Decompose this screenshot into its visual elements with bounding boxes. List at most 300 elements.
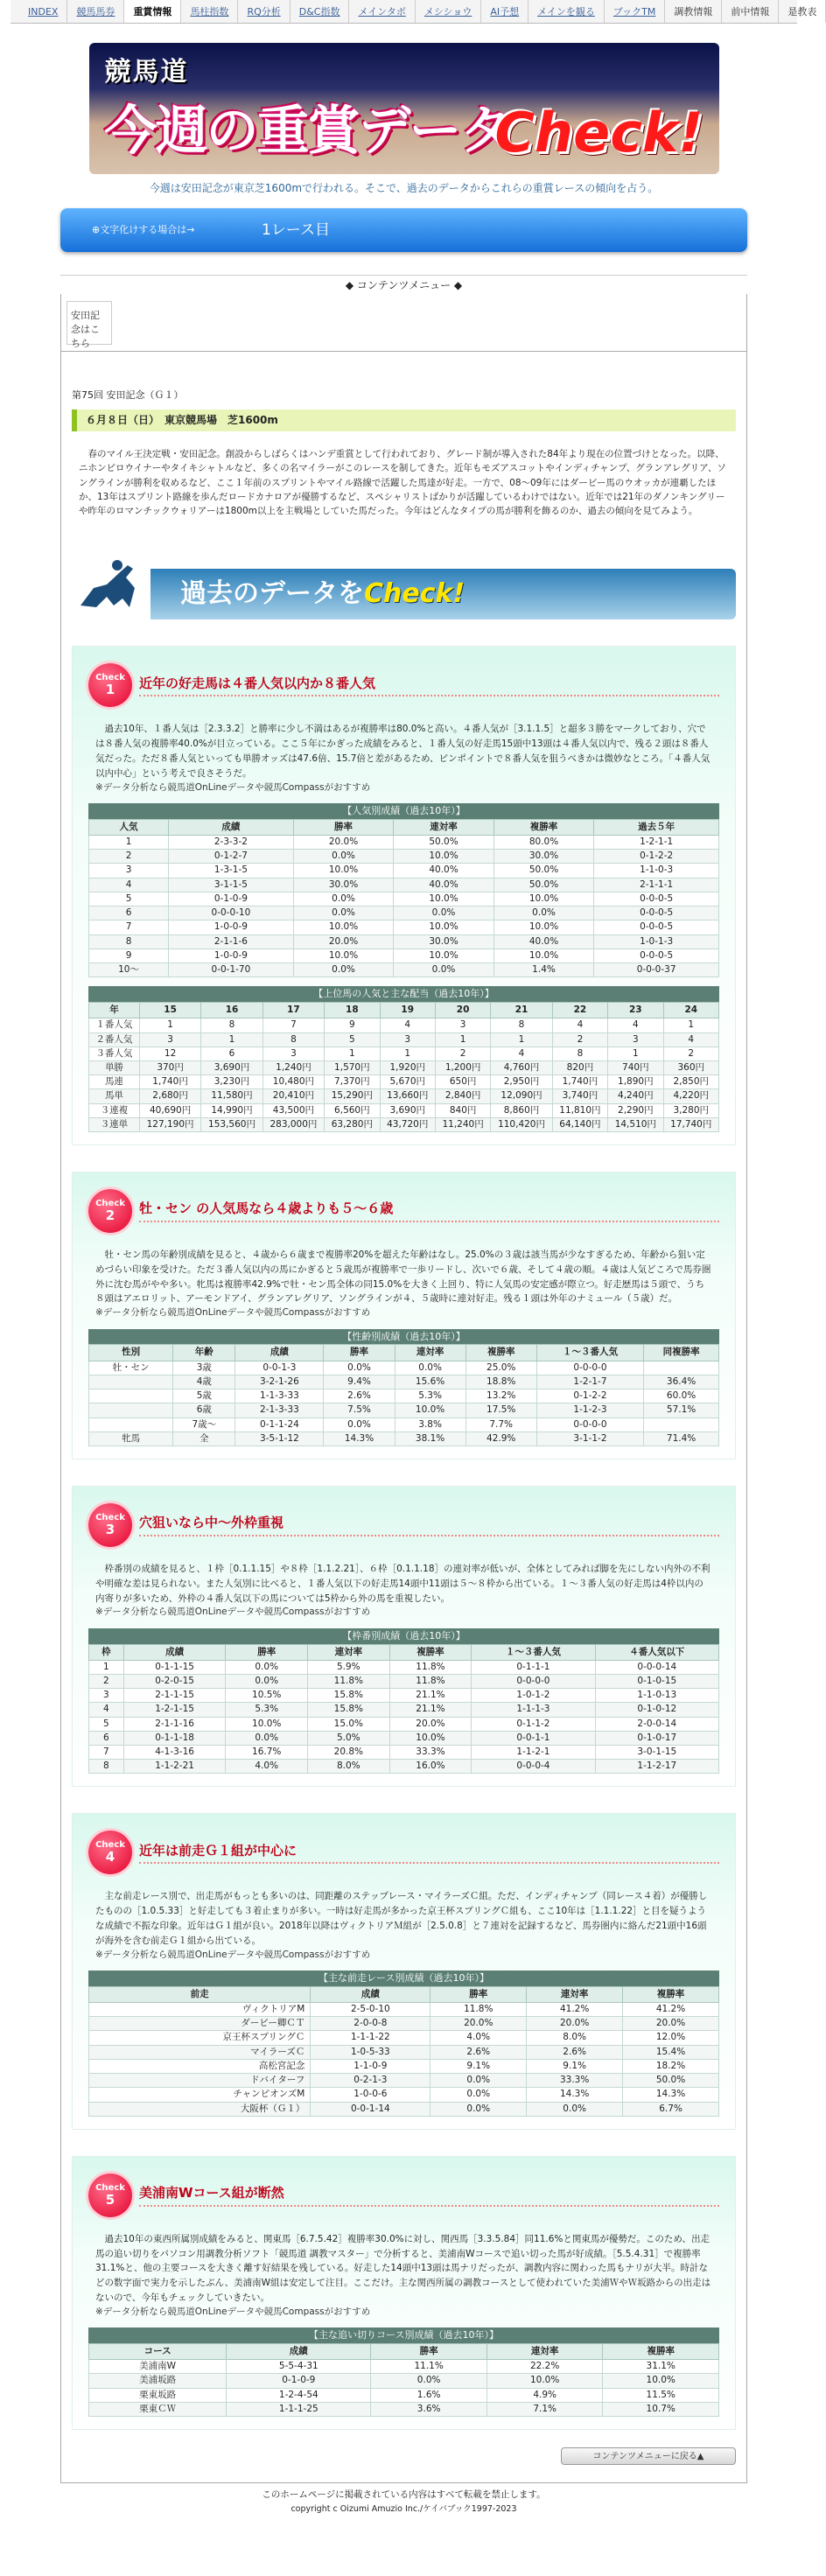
table-cell: 5歳 [173, 1390, 235, 1404]
nav-link[interactable]: メシショウ [416, 0, 482, 23]
table-cell: 3 [380, 1032, 435, 1046]
data-table [88, 1329, 719, 1446]
nav-link[interactable]: 重賞情報 [124, 0, 181, 23]
table-header: 枠 [89, 1644, 124, 1660]
data-note-link[interactable]: ※データ分析なら競馬道OnLineデータや競馬Compassがおすすめ [95, 1307, 371, 1319]
table-cell: 10.0% [494, 948, 594, 962]
nav-link[interactable]: 競馬馬券 [67, 0, 124, 23]
section-header [88, 1499, 719, 1551]
table-row [89, 1674, 719, 1688]
table-cell: 10.0% [293, 920, 394, 934]
badge-number: 3 [105, 1521, 116, 1537]
nav-link[interactable]: D&C指数 [290, 0, 350, 23]
table-cell: 10.0% [494, 892, 594, 906]
section-title: 近年は前走Ｇ１組が中心に [139, 1842, 719, 1865]
table-cell: 4-1-3-16 [123, 1746, 226, 1760]
table-row [89, 1361, 719, 1375]
table-cell: 2-1-1-1 [594, 878, 719, 892]
table-cell: 41.2% [623, 2003, 719, 2017]
table-cell: 6 [89, 1731, 124, 1745]
race-name: 第75回 安田記念（Ｇ１） [72, 388, 184, 401]
table-cell: 1-1-2-1 [472, 1746, 595, 1760]
table-cell: 4 [380, 1018, 435, 1032]
table-cell: 1,740円 [139, 1075, 200, 1089]
table-row [89, 1375, 719, 1389]
table-cell: 31.1% [603, 2360, 719, 2374]
race-tab[interactable] [60, 208, 747, 252]
table-row [89, 906, 719, 920]
table-cell: 15.4% [623, 2045, 719, 2059]
table-cell: 11.8% [430, 2003, 527, 2017]
badge-number: 1 [105, 682, 116, 698]
encoding-hint[interactable]: ⊕文字化けする場合は→ [92, 224, 195, 236]
table-cell: 8 [201, 1018, 262, 1032]
table-cell: 2-3-3-2 [169, 836, 294, 850]
back-to-menu-button[interactable]: コンテンツメニューに戻る▲ [561, 2447, 736, 2465]
table-header: 成績 [227, 2343, 371, 2359]
table-row [89, 1689, 719, 1703]
table-header: 前走 [89, 1986, 311, 2002]
table-cell: 18.2% [623, 2059, 719, 2073]
table-cell [89, 1418, 173, 1432]
table-header: 勝率 [226, 1644, 308, 1660]
table-cell: 0-0-1-70 [169, 962, 294, 976]
table-cell: 9 [325, 1018, 380, 1032]
table-cell: 3 [435, 1018, 490, 1032]
table-row [89, 878, 719, 892]
table-cell: 9.1% [527, 2059, 623, 2073]
table-cell: 1,920円 [380, 1061, 435, 1075]
table-cell: 11.8% [308, 1674, 390, 1688]
nav-link[interactable]: 是教表 [779, 0, 826, 23]
table-caption: 【枠番別成績（過去10年）】 [88, 1628, 719, 1644]
table-row [89, 2074, 719, 2088]
table-row [89, 1760, 719, 1774]
table-cell: 0-0-0-0 [472, 1674, 595, 1688]
table-row [89, 864, 719, 878]
table-cell: 1 [435, 1032, 490, 1046]
table-cell: 43,720円 [380, 1117, 435, 1131]
table-cell: 栗東坂路 [89, 2388, 227, 2402]
table-caption: 【人気別成績（過去10年）】 [88, 803, 719, 819]
data-note-link[interactable]: ※データ分析なら競馬道OnLineデータや競馬Compassがおすすめ [95, 2306, 371, 2317]
table-cell: 0.0% [226, 1674, 308, 1688]
check-badge-icon [88, 1830, 132, 1874]
banner-check: Check! [494, 101, 704, 164]
main-content [60, 352, 747, 2483]
table-cell: 1-2-1-1 [594, 836, 719, 850]
table-header: 勝率 [293, 819, 394, 835]
table-row [89, 948, 719, 962]
contents-menu [60, 294, 747, 352]
table-cell: 2.6% [527, 2045, 623, 2059]
table-cell: マイラーズＣ [89, 2045, 311, 2059]
table-cell: 0.0% [371, 2374, 487, 2388]
badge-number: 4 [105, 1849, 116, 1866]
table-cell: 1-1-3-33 [235, 1390, 324, 1404]
table-cell: 0-2-0-15 [123, 1674, 226, 1688]
table-cell: 4 [608, 1018, 663, 1032]
table-cell: 20.0% [293, 836, 394, 850]
nav-link[interactable]: メインを観る [528, 0, 605, 23]
table-cell: 2 [552, 1032, 607, 1046]
table-cell: 13.2% [466, 1390, 536, 1404]
table-cell: 4 [491, 1046, 552, 1060]
table-cell: 4,760円 [491, 1061, 552, 1075]
table-cell: 1.6% [371, 2388, 487, 2402]
table-cell: 840円 [435, 1103, 490, 1117]
table-cell: 8 [491, 1018, 552, 1032]
nav-link[interactable]: INDEX [19, 0, 67, 23]
table-cell: 美浦南W [89, 2360, 227, 2374]
section-text: 枠番別の成績を見ると、１枠［0.1.1.15］や８枠［1.1.2.21］、６枠［0.1.1.18］の連対率が低いが、全体としてみれば脚を先にしない内外の不利や明確な差は見られない。また人気別に比べると、１番人気以下の好走馬14頭中11頭は５〜８枠から出ている。１〜３番人気の好走馬は4枠以内の内寄りが多いため、外枠の４番人気以下の馬については5枠から外の馬を重視したい。 [95, 1563, 710, 1604]
table-cell: 2.6% [430, 2045, 527, 2059]
table-cell: 8.0% [308, 1760, 390, 1774]
table-cell: 1 [89, 836, 169, 850]
table-cell: 40.0% [394, 864, 494, 878]
table-cell: 2,840円 [435, 1089, 490, 1103]
table-cell: 0-0-1-3 [235, 1361, 324, 1375]
check-section [72, 1813, 736, 2129]
table-cell: 1-1-2-21 [123, 1760, 226, 1774]
data-table [88, 1970, 719, 2117]
footer-notice: このホームページに掲載されている内容はすべて転載を禁止します。 [262, 2489, 546, 2501]
table-cell: 0-0-1-1 [472, 1731, 595, 1745]
table-cell: 71.4% [644, 1432, 719, 1446]
table-cell: 20.0% [293, 934, 394, 948]
table-cell: 0-0-1-14 [311, 2102, 430, 2116]
table-cell: 1,200円 [435, 1061, 490, 1075]
table-cell: 2-1-1-6 [169, 934, 294, 948]
table-cell: 3,690円 [380, 1103, 435, 1117]
table-cell: 6,560円 [325, 1103, 380, 1117]
section-header [88, 2169, 719, 2222]
table-cell: 10.0% [394, 850, 494, 864]
table-cell: 2-0-0-8 [311, 2017, 430, 2031]
table-cell: 13,660円 [380, 1089, 435, 1103]
nav-link[interactable]: 調教情報 [665, 0, 722, 23]
table-cell: 1-0-0-6 [311, 2088, 430, 2102]
table-cell: 15.8% [308, 1689, 390, 1703]
section-title: 牡・セン の人気馬なら４歳よりも５〜６歳 [139, 1200, 719, 1222]
table-cell: 0.0% [293, 962, 394, 976]
data-note-link[interactable]: ※データ分析なら競馬道OnLineデータや競馬Compassがおすすめ [95, 1949, 371, 1960]
data-table [88, 2328, 719, 2417]
table-cell: 1-0-0-9 [169, 920, 294, 934]
table-cell: 5,670円 [380, 1075, 435, 1089]
data-note-link[interactable]: ※データ分析なら競馬道OnLineデータや競馬Compassがおすすめ [95, 781, 371, 793]
table-cell: 40.0% [494, 934, 594, 948]
table-cell: 41.2% [527, 2003, 623, 2017]
table-cell: 2,950円 [491, 1075, 552, 1089]
badge-number: 5 [105, 2191, 116, 2208]
table-cell: 1 [139, 1018, 200, 1032]
table-row [89, 1046, 719, 1060]
table-cell: ドバイターフ [89, 2074, 311, 2088]
table-cell: 127,190円 [139, 1117, 200, 1131]
nav-link[interactable]: AI予想 [481, 0, 528, 23]
table-cell: 1-1-0-9 [311, 2059, 430, 2073]
table-cell: 4,220円 [663, 1089, 718, 1103]
table-cell: 2-0-0-14 [595, 1717, 718, 1731]
table-cell: 14.3% [623, 2088, 719, 2102]
table-cell: 0-0-0-10 [169, 906, 294, 920]
check-badge-icon [88, 2174, 132, 2217]
table-header: 20 [435, 1003, 490, 1018]
past-data-header [72, 553, 736, 620]
table-row [89, 892, 719, 906]
table-cell: 0-1-2-2 [594, 850, 719, 864]
table-cell: 14.3% [527, 2088, 623, 2102]
table-cell: 15.8% [308, 1703, 390, 1717]
table-cell: 1-2-4-54 [227, 2388, 371, 2402]
table-cell: 5 [89, 1717, 124, 1731]
badge-label: Check [95, 673, 125, 683]
table-cell: 10,480円 [262, 1075, 324, 1089]
badge-label: Check [95, 1840, 125, 1851]
table-row [89, 1703, 719, 1717]
table-cell: 360円 [663, 1061, 718, 1075]
table-cell: 40.0% [394, 878, 494, 892]
table-cell: 4.0% [430, 2031, 527, 2045]
table-cell: 3 [608, 1032, 663, 1046]
table-cell: １番人気 [89, 1018, 140, 1032]
table-header: 16 [201, 1003, 262, 1018]
table-row [89, 1731, 719, 1745]
table-cell: 2 [89, 850, 169, 864]
table-cell: ３番人気 [89, 1046, 140, 1060]
table-cell: 4 [89, 1703, 124, 1717]
table-header: 性別 [89, 1345, 173, 1361]
table-row [89, 934, 719, 948]
table-cell: 16.0% [389, 1760, 472, 1774]
table-cell: 2,680円 [139, 1089, 200, 1103]
table-cell: 14,510円 [608, 1117, 663, 1131]
table-header: 複勝率 [494, 819, 594, 835]
table-cell: 1-3-1-5 [169, 864, 294, 878]
table-cell: 650円 [435, 1075, 490, 1089]
table-cell: 0-1-1-15 [123, 1660, 226, 1674]
table-header: 18 [325, 1003, 380, 1018]
jockey-horse-icon [72, 553, 150, 620]
table-cell: 0.0% [394, 962, 494, 976]
table-header: 22 [552, 1003, 607, 1018]
table-row [89, 1404, 719, 1418]
table-cell: 8 [552, 1046, 607, 1060]
table-cell: 2,850円 [663, 1075, 718, 1089]
table-cell: 11.8% [389, 1660, 472, 1674]
table-row [89, 1390, 719, 1404]
check-badge-icon [88, 1503, 132, 1547]
table-cell: 10.0% [293, 948, 394, 962]
table-cell: 10.7% [603, 2402, 719, 2416]
table-cell [89, 1375, 173, 1389]
table-cell: 0-0-0-0 [536, 1361, 643, 1375]
table-header: 複勝率 [466, 1345, 536, 1361]
table-cell: 0-0-0-5 [594, 906, 719, 920]
table-cell: 0.0% [324, 1361, 395, 1375]
section-text: 過去10年の東西所属別成績をみると、関東馬［6.7.5.42］複勝率30.0%に対し、関西馬［3.3.5.84］同11.6%と関東馬が優勢だ。このため、出走馬の追い切りをパソコン用調教分析ソフト「競馬道 調教マスター」で分析すると、美浦南Wコースで追い切った馬が好成績。［5.5.4.31］で複勝率31.1%と、他の主要コースを大きく離す好結果を残している。好走した14頭中13頭は馬ナリだったが、調教内容に関わった馬もナリが大半。時計などの数字面で実力を示したぶん、美浦南W組は安定して注目。ここだけ。主な関西所属の調教コースとして使われていた美浦ＷやＷ坂路からの出走はないので、今年もチェックしていきたい。 [95, 2233, 711, 2303]
table-cell: 1,890円 [608, 1075, 663, 1089]
table-cell: 馬単 [89, 1089, 140, 1103]
table-cell: 10.0% [394, 892, 494, 906]
table-cell: 12,090円 [491, 1089, 552, 1103]
table-cell: 7.5% [324, 1404, 395, 1418]
table-header: 21 [491, 1003, 552, 1018]
table-cell: 9 [89, 948, 169, 962]
table-cell: 1 [491, 1032, 552, 1046]
table-cell: 33.3% [389, 1746, 472, 1760]
table-cell: 370円 [139, 1061, 200, 1075]
table-cell: 36.4% [644, 1375, 719, 1389]
table-row [89, 1061, 719, 1075]
table-cell: 8,860円 [491, 1103, 552, 1117]
table-cell: 10.5% [226, 1689, 308, 1703]
table-row [89, 1660, 719, 1674]
table-cell: 1.4% [494, 962, 594, 976]
table-cell: 50.0% [494, 864, 594, 878]
table-cell: 11,240円 [435, 1117, 490, 1131]
table-cell: 0.0% [226, 1660, 308, 1674]
table-cell: 7,370円 [325, 1075, 380, 1089]
table-cell: 2 [663, 1046, 718, 1060]
table-cell: 4,240円 [608, 1089, 663, 1103]
nav-link[interactable]: 馬柱指数 [181, 0, 238, 23]
table-header: 過去５年 [594, 819, 719, 835]
table-cell: 30.0% [494, 850, 594, 864]
menu-item-yasuda[interactable]: 安田記念はこちら [66, 301, 112, 345]
table-cell: ３連単 [89, 1117, 140, 1131]
table-cell: 0.0% [394, 906, 494, 920]
table-row [89, 1018, 719, 1032]
table-cell: 0.0% [494, 906, 594, 920]
table-cell: 1,570円 [325, 1061, 380, 1075]
table-cell: 0.0% [293, 850, 394, 864]
table-cell: 0.0% [527, 2102, 623, 2116]
table-cell: 20.0% [389, 1717, 472, 1731]
table-cell: 1-0-1-2 [472, 1689, 595, 1703]
section-title: 美浦南Wコース組が断然 [139, 2184, 719, 2207]
table-cell: 110,420円 [491, 1117, 552, 1131]
table-cell: 0-1-1-2 [472, 1717, 595, 1731]
table-cell: 栗東ＣＷ [89, 2402, 227, 2416]
table-cell: 20.0% [430, 2017, 527, 2031]
table-cell: 7 [262, 1018, 324, 1032]
table-row [89, 2031, 719, 2045]
table-row [89, 2059, 719, 2073]
table-cell: 単勝 [89, 1061, 140, 1075]
table-cell: 1 [608, 1046, 663, 1060]
badge-label: Check [95, 1512, 125, 1522]
table-row [89, 1117, 719, 1131]
data-note-link[interactable]: ※データ分析なら競馬道OnLineデータや競馬Compassがおすすめ [95, 1606, 371, 1618]
table-cell: 1-2-1-15 [123, 1703, 226, 1717]
table-cell: 820円 [552, 1061, 607, 1075]
table-cell: 3.6% [371, 2402, 487, 2416]
table-header: 連対率 [308, 1644, 390, 1660]
table-cell: 0-0-0-5 [594, 892, 719, 906]
section-text: 過去10年、１番人気は［2.3.3.2］と勝率に少し不満はあるが複勝率は80.0%と高い。４番人気が［3.1.1.5］と超多３勝をマークしており、穴では８番人気の複勝率40.0%が目立っている。ここ５年にかぎった成績をみると、１番人気の好走馬15頭中13頭は４番人気以内で、残る２頭は８番人気だった。ただ８番人気といっても単勝オッズは47.6倍、15.7倍と差があるため、ピンポイントで８番人気を狙うべきかは微妙なところ。「４番人気以内中心」という考えで良さそうだ。 [95, 724, 710, 779]
table-cell: 10.0% [389, 1731, 472, 1745]
table-cell: 60.0% [644, 1390, 719, 1404]
table-cell: 10〜 [89, 962, 169, 976]
table-cell [89, 1404, 173, 1418]
table-cell: 10.0% [395, 1404, 466, 1418]
nav-link[interactable]: メインタボ [349, 0, 415, 23]
nav-link[interactable]: RQ分析 [238, 0, 290, 23]
table-cell: 15.0% [308, 1717, 390, 1731]
table-cell: 0.0% [293, 906, 394, 920]
table-cell: 1-1-2-17 [595, 1760, 718, 1774]
table-cell: 4 [663, 1032, 718, 1046]
table-cell: 11.1% [371, 2360, 487, 2374]
section-header [88, 1826, 719, 1879]
table-row [89, 2360, 719, 2374]
table-cell: 2 [435, 1046, 490, 1060]
table-cell: 0-2-1-3 [311, 2074, 430, 2088]
table-cell [644, 1361, 719, 1375]
table-cell: 0-0-0-5 [594, 948, 719, 962]
table-cell: 0-0-0-5 [594, 920, 719, 934]
table-header: 成績 [235, 1345, 324, 1361]
table-cell: 3-0-1-15 [595, 1746, 718, 1760]
table-cell: 15.6% [395, 1375, 466, 1389]
table-header: 連対率 [395, 1345, 466, 1361]
table-cell: 0-1-0-17 [595, 1731, 718, 1745]
table-cell: 全 [173, 1432, 235, 1446]
table-cell: 80.0% [494, 836, 594, 850]
nav-link[interactable]: ブックTM [605, 0, 665, 23]
table-cell: 0-1-2-7 [169, 850, 294, 864]
table-cell: 1-0-0-9 [169, 948, 294, 962]
table-cell: 3 [89, 1689, 124, 1703]
table-header: 勝率 [430, 1986, 527, 2002]
table-cell: 8 [89, 934, 169, 948]
table-cell: 14,990円 [201, 1103, 262, 1117]
table-cell: 0.0% [430, 2074, 527, 2088]
table-cell: 2-1-1-16 [123, 1717, 226, 1731]
race-lead: 春のマイル王決定戦・安田記念。創設からしばらくはハンデ重賞として行われており、グレード制が導入された84年より現在の位置づけとなった。以降、ニホンピロウイナーやタイキシャトルなど、多くの名マイラーがこのレースを制してきた。近年もモズアスコットやインディチャンプ、グランアレグリア、ソングラインが勝利を収めるなど、ここ１年前のスプリントやマイル路線で活躍した馬達が好走。一方で、08〜09年にはダービー馬のウオッカが連覇したほか、13年はスプリント路線を歩んだロードカナロアが優勝するなど、スペシャリストばかりが活躍しているわけではない。近年では21年のダノンキングリーや昨年のロマンチックウォリアーは1800m以上を主戦場としていた馬だった。今年はどんなタイプの馬が勝利を飾るのか、過去の傾向を見てみよう。 [79, 449, 726, 517]
table-cell: 0-1-1-24 [235, 1418, 324, 1432]
section-title: 穴狙いなら中〜外枠重視 [139, 1514, 719, 1536]
table-cell: 0-1-0-15 [595, 1674, 718, 1688]
table-row [89, 1717, 719, 1731]
table-cell: 3,740円 [552, 1089, 607, 1103]
table-cell: 25.0% [466, 1361, 536, 1375]
banner-logo: 競馬道 [104, 57, 189, 88]
copyright: copyright c Oizumi Amuzio Inc./ケイバブック1997-2023 [290, 2504, 517, 2515]
nav-link[interactable]: 前中情報 [722, 0, 779, 23]
badge-label: Check [95, 1199, 125, 1209]
table-cell: 馬連 [89, 1075, 140, 1089]
past-data-banner: 過去のデータをCheck! [150, 569, 736, 620]
table-cell: 7.1% [486, 2402, 603, 2416]
table-cell: 20.0% [623, 2017, 719, 2031]
table-cell: 9.4% [324, 1375, 395, 1389]
table-cell: ダービー卿ＣＴ [89, 2017, 311, 2031]
table-cell: 1-1-2-3 [536, 1404, 643, 1418]
badge-label: Check [95, 2182, 125, 2193]
table-cell: 美浦坂路 [89, 2374, 227, 2388]
table-cell: 3 [139, 1032, 200, 1046]
table-cell: 4 [89, 878, 169, 892]
table-row [89, 962, 719, 976]
table-header: 19 [380, 1003, 435, 1018]
badge-number: 2 [105, 1208, 116, 1224]
table-cell: 0.0% [395, 1361, 466, 1375]
table-cell: 50.0% [394, 836, 494, 850]
table-header: 年齢 [173, 1345, 235, 1361]
